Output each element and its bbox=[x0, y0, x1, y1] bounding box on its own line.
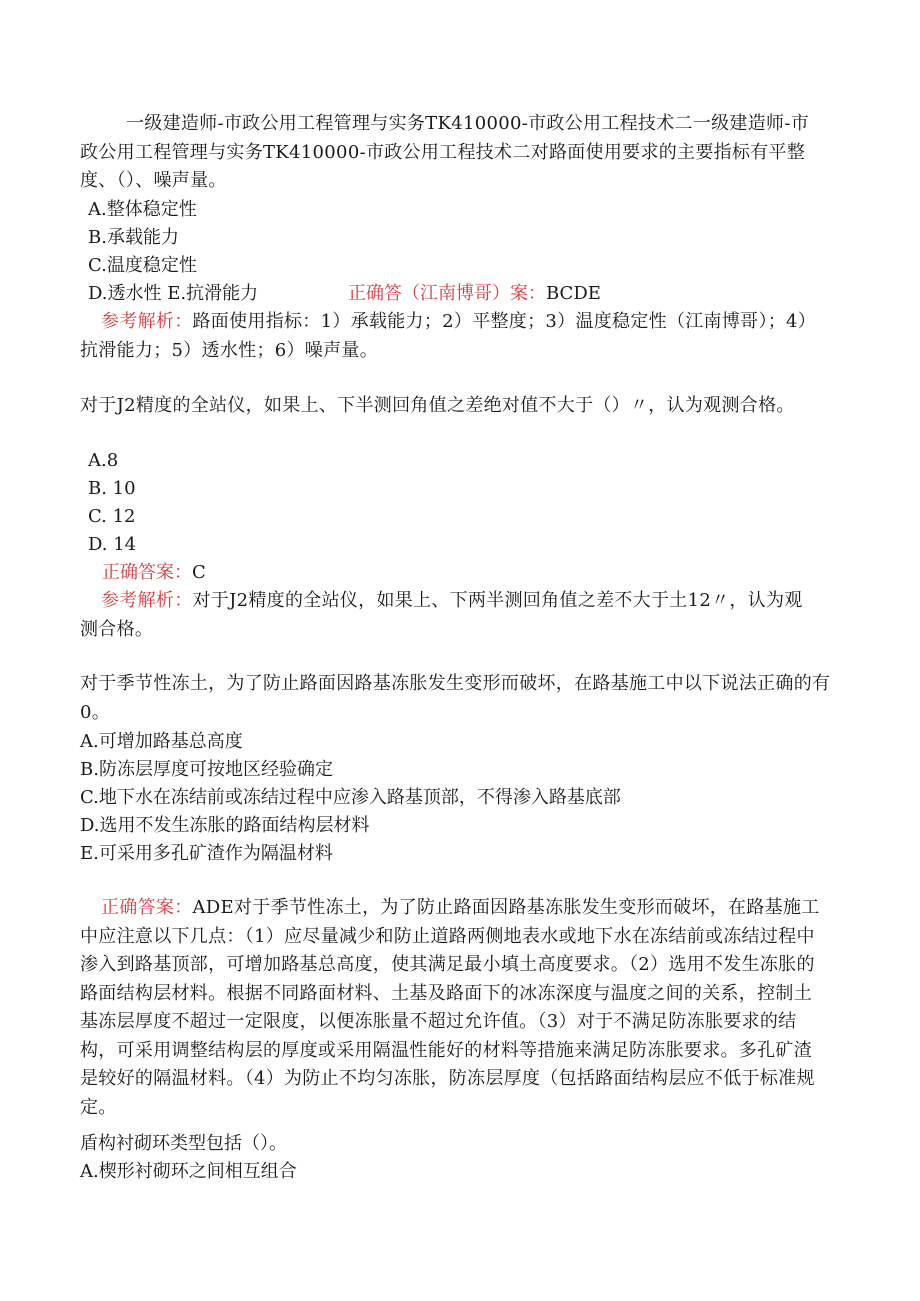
q2-option-b: B. 10 bbox=[88, 478, 136, 499]
question-4-stem: 盾构衬砌环类型包括（）。 bbox=[80, 1133, 287, 1154]
q2-answer-label: 正确答案： bbox=[102, 562, 192, 583]
q3-option-c: C.地下水在冻结前或冻结过程中应渗入路基顶部，不得渗入路基底部 bbox=[80, 787, 621, 808]
q2-answer bbox=[102, 559, 206, 587]
q1-answer-value: BCDE bbox=[546, 283, 601, 304]
q1-option-c: C.温度稳定性 bbox=[88, 255, 197, 276]
q3-analysis-text: 对于季节性冻土，为了防止路面因路基冻胀发生变形而破坏，在路基施工中应注意以下几点：（1）应尽量减少和防止道路两侧地表水或地下水在冻结前或冻结过程中渗入到路基顶部，可增加路基总高度，使其满足最小填土高度要求。（2）选用不发生冻胀的路面结构层材料。根据不同路面材料、土基及路面下的冰冻深度与温度之间的关系，控制土基冻层厚度不超过一定限度，以便冻胀量不超过允许值。（3）对于不满足防冻胀要求的结构，可采用调整结构层的厚度或采用隔温性能好的材料等措施来满足防冻胀要求。多孔矿渣是较好的隔温材料。（4）为防止不均匀冻胀，防冻层厚度（包括路面结构层应不低于标准规定。 bbox=[80, 897, 820, 1118]
q3-answer-value: ADE bbox=[192, 897, 234, 918]
q3-answer-analysis bbox=[80, 894, 825, 1122]
q2-analysis-text: 对于J2精度的全站仪，如果上、下两半测回角值之差不大于土12〃，认为观测合格。 bbox=[80, 590, 803, 640]
q2-option-d: D. 14 bbox=[88, 534, 137, 555]
q1-analysis-label: 参考解析： bbox=[101, 311, 193, 332]
q3-option-a: A.可增加路基总高度 bbox=[80, 731, 243, 752]
q1-answer bbox=[348, 280, 601, 308]
q2-answer-value: C bbox=[192, 562, 206, 583]
q2-option-a: A.8 bbox=[88, 450, 119, 471]
question-1-stem: 一级建造师-市政公用工程管理与实务TK410000-市政公用工程技术二一级建造师-市政公用工程管理与实务TK410000-市政公用工程技术二对路面使用要求的主要指标有平整度、（）、噪声量。 bbox=[80, 113, 810, 191]
q3-option-d: D.选用不发生冻胀的路面结构层材料 bbox=[80, 815, 370, 836]
q1-analysis bbox=[80, 308, 815, 365]
q1-analysis-text: 路面使用指标：1）承载能力；2）平整度；3）温度稳定性（江南博哥）；4）抗滑能力；5）透水性；6）噪声量。 bbox=[80, 311, 808, 361]
q2-option-c: C. 12 bbox=[88, 506, 136, 527]
q4-option-a: A.楔形衬砌环之间相互组合 bbox=[80, 1161, 297, 1182]
q1-option-a: A.整体稳定性 bbox=[88, 199, 197, 220]
q1-option-b: B.承载能力 bbox=[88, 227, 179, 248]
q3-option-b: B.防冻层厚度可按地区经验确定 bbox=[80, 759, 333, 780]
q2-analysis-label: 参考解析： bbox=[101, 590, 193, 611]
q3-option-e: E.可采用多孔矿渣作为隔温材料 bbox=[80, 843, 333, 864]
q3-answer-label: 正确答案： bbox=[101, 897, 193, 918]
q1-option-d-e: D.透水性 E.抗滑能力 bbox=[88, 283, 259, 304]
question-3-stem: 对于季节性冻土，为了防止路面因路基冻胀发生变形而破坏，在路基施工中以下说法正确的有0。 bbox=[80, 673, 831, 723]
question-2-stem: 对于J2精度的全站仪，如果上、下半测回角值之差绝对值不大于（）〃，认为观测合格。 bbox=[80, 395, 795, 416]
q2-analysis bbox=[80, 587, 815, 644]
q1-answer-label: 正确答（江南博哥）案： bbox=[348, 283, 546, 304]
